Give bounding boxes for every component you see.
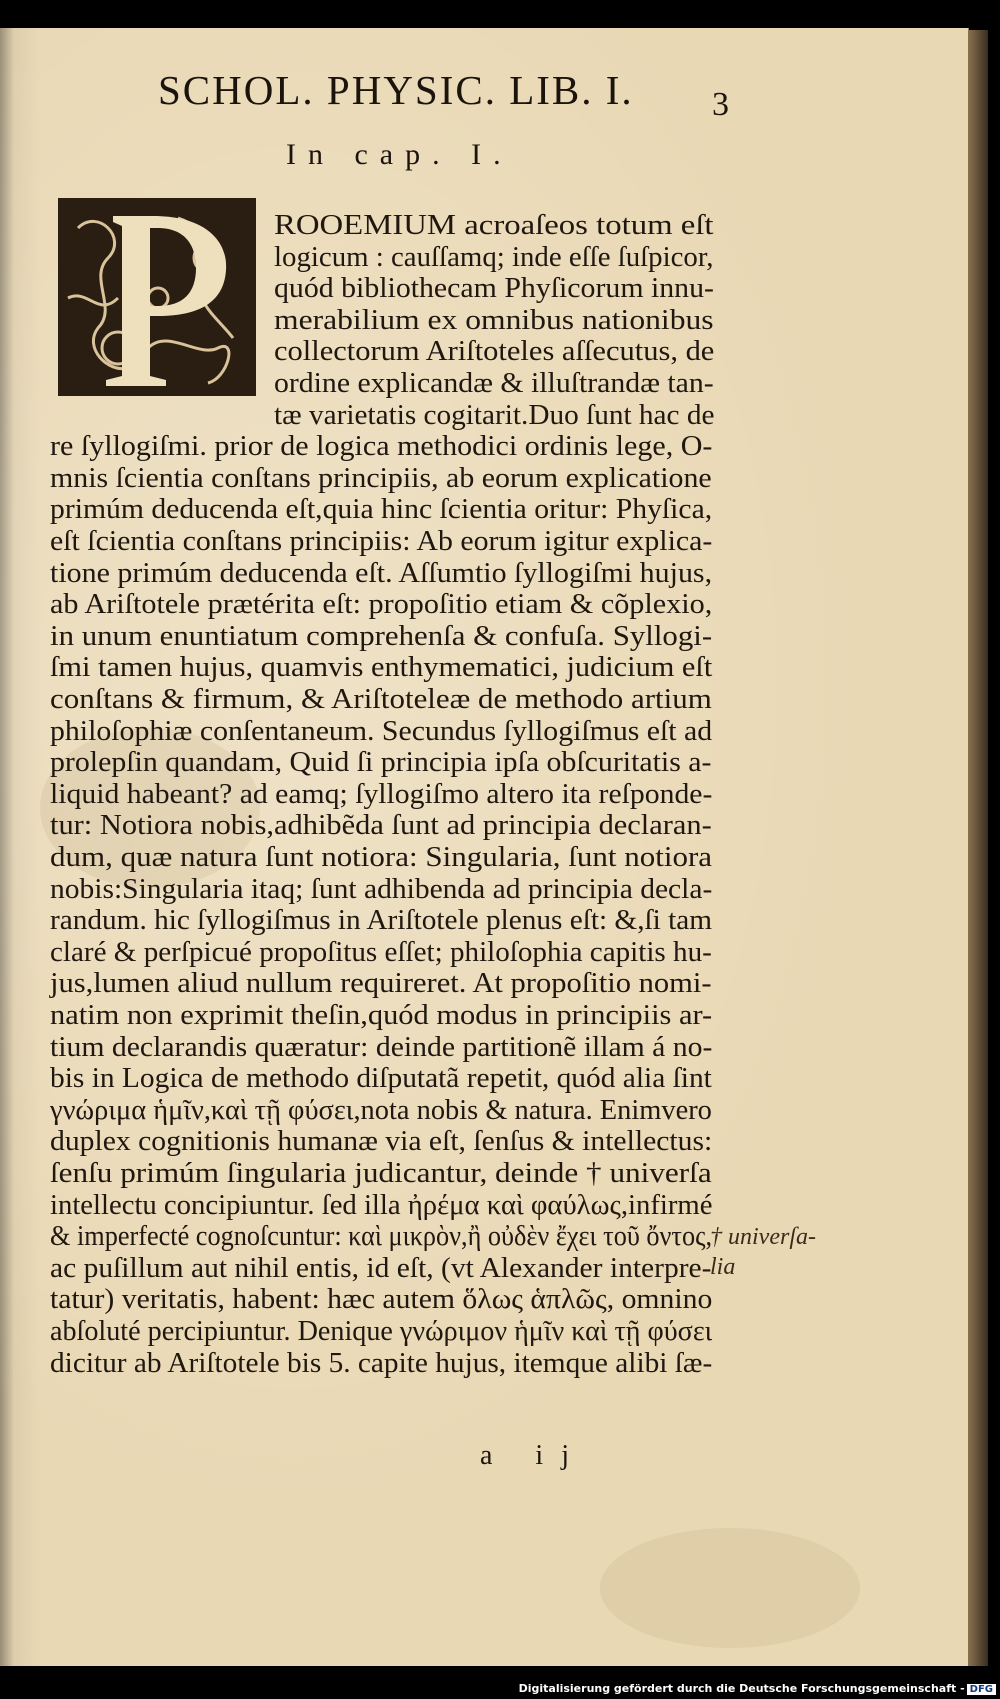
- text-line: nobis:Singularia itaq; ſunt adhibenda ad principia decla-: [50, 873, 713, 905]
- running-head: SCHOL. PHYSIC. LIB. I.: [158, 67, 634, 113]
- text-line: in unum enuntiatum comprehenſa & confuſa. Syllogi-: [50, 620, 713, 652]
- text-line: re ſyllogiſmi. prior de logica methodici ordinis lege, O-: [50, 431, 713, 463]
- page-edge: [968, 30, 988, 1666]
- text-line: dum, quæ natura ſunt notiora: Singularia, ſunt notiora: [50, 842, 713, 873]
- text-line: γνώριμα ἡμῖν,καὶ τῇ φύσει,nota nobis & natura. Enimvero: [50, 1094, 712, 1126]
- text-line: ab Ariſtotele prætérita eſt: propoſitio etiam & cõplexio,: [50, 589, 713, 621]
- text-line: natim non exprimit theſin,quód modus in principiis ar-: [50, 1000, 713, 1031]
- text-line: conſtans & firmum, & Ariſtoteleæ de methodo artium: [50, 684, 712, 715]
- folio-number: 3: [712, 86, 729, 123]
- text-line: philoſophiæ conſentaneum. Secundus ſyllogiſmus eſt ad: [50, 715, 713, 747]
- ornamental-initial-p-icon: [58, 198, 256, 396]
- text-line: primúm deducenda eſt,quia hinc ſcientia oritur: Phyſica,: [50, 494, 713, 526]
- paper-stain: [600, 1528, 860, 1648]
- marginal-annotation: [710, 1222, 816, 1282]
- dfg-logo-icon: DFG: [967, 1684, 996, 1695]
- text-line: merabilium ex omnibus nationibus: [274, 304, 714, 336]
- text-line: duplex cognitionis humanæ via eſt, ſenſus & intellectus:: [50, 1126, 713, 1158]
- text-line: liquid habeant? ad eamq; ſyllogiſmo altero ita reſponde-: [50, 778, 713, 810]
- text-line: intellectu concipiuntur. ſed illa ἠρέμα καὶ φαύλως,infirmé: [50, 1189, 713, 1221]
- text-line: tione primúm deducenda eſt. Aſſumtio ſyllogiſmi hujus,: [50, 557, 713, 589]
- signature-mark: a ij: [480, 1440, 587, 1471]
- text-line: abſoluté percipiuntur. Denique γνώριμον ἡμῖν καὶ τῇ φύσει: [50, 1316, 713, 1347]
- text-line: collectorum Ariſtoteles aſſecutus, de: [274, 336, 715, 368]
- text-line: quód bibliothecam Phyſicorum innu-: [274, 273, 714, 305]
- text-line: ROOEMIUM acroaſeos totum eſt: [274, 210, 714, 241]
- text-line: prolepſin quandam, Quid ſi principia ipſa obſcuritatis a-: [50, 747, 712, 779]
- marginal-line: lia: [710, 1254, 736, 1280]
- text-line: ſmi tamen hujus, quamvis enthymematici, judicium eſt: [50, 652, 713, 684]
- text-line: ac puſillum aut nihil entis, id eſt, (vt Alexander interpre-: [50, 1252, 712, 1284]
- marginal-line: † univerſa-: [710, 1224, 816, 1250]
- text-line: tium declarandis quæratur: deinde partitionẽ illam á no-: [50, 1031, 713, 1063]
- text-line: tur: Notiora nobis,adhibẽda ſunt ad principia declaran-: [50, 810, 712, 842]
- text-line: randum. hic ſyllogiſmus in Ariſtotele plenus eſt: &,ſi tam: [50, 905, 713, 937]
- text-line: logicum : cauſſamq; inde eſſe ſuſpicor,: [274, 241, 714, 273]
- text-line: claré & perſpicué propoſitus eſſet; philoſophia capitis hu-: [50, 936, 712, 968]
- text-line: eſt ſcientia conſtans principiis: Ab eorum igitur explica-: [50, 526, 713, 557]
- text-line: jus,lumen aliud nullum requireret. At propoſitio nomi-: [50, 968, 712, 1000]
- digitization-credit: [519, 1682, 996, 1695]
- text-line: tæ varietatis cogitarit.Duo ſunt hac de: [274, 399, 715, 431]
- text-line: ordine explicandæ & illuſtrandæ tan-: [274, 368, 714, 399]
- text-line: mnis ſcientia conſtans principiis, ab eorum explicatione: [50, 462, 712, 494]
- text-line: tatur) veritatis, habent: hæc autem ὅλως ἁπλῶς, omnino: [50, 1284, 713, 1316]
- text-line: ſenſu primúm ſingularia judicantur, deinde † univerſa: [50, 1158, 712, 1189]
- text-line: & imperfecté cognoſcuntur: καὶ μικρὸν,ἢ οὐδὲν ἔχει τοῦ ὄντος,: [50, 1221, 713, 1253]
- text-line: dicitur ab Ariſtotele bis 5. capite hujus, itemque alibi ſæ-: [50, 1347, 713, 1379]
- chapter-heading: In cap. I.: [286, 138, 513, 171]
- footer-text: Digitalisierung gefördert durch die Deutsche Forschungsgemeinschaft -: [518, 1682, 965, 1695]
- text-line: bis in Logica de methodo diſputatã repetit, quód alia ſint: [50, 1063, 712, 1095]
